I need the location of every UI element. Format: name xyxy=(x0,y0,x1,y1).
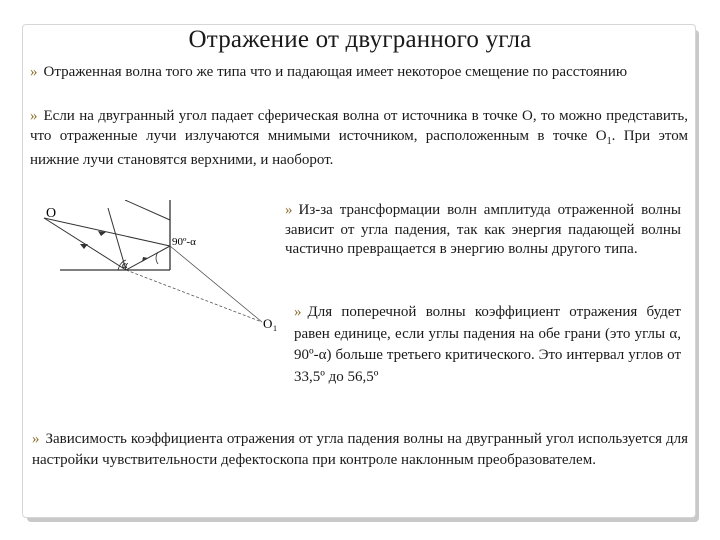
bullet-icon: » xyxy=(294,304,302,320)
paragraph-spherical-wave-text: Если на двугранный угол падает сферическая волна от источника в точке O, то можно представить, что отраженные лучи излучаются мнимыми источником, расположенным в точке O xyxy=(30,108,688,144)
bullet-icon: » xyxy=(32,431,40,447)
image-source-sub: 1 xyxy=(273,324,277,333)
paragraph-dependence-text: Зависимость коэффициента отражения от угла падения волны на двугранный угол используется для настройки чувствительности дефектоскопа при контроле наклонным преобразователем. xyxy=(32,431,688,468)
paragraph-shear-wave-text: Для поперечной волны коэффициент отражения будет равен единице, если углы падения на обе грани (это углы α, 90º-α) больше третьего критического. Это интервал углов от 33,5º до 56,5º xyxy=(294,304,681,385)
image-ray-extension xyxy=(126,270,262,322)
bullet-icon: » xyxy=(30,64,38,80)
paragraph-offset-text: Отраженная волна того же типа что и падающая имеет некоторое смещение по расстоянию xyxy=(43,64,628,80)
angle-90-label: 90º-α xyxy=(172,236,196,248)
image-source-label: O xyxy=(263,316,273,331)
arrow-head-2 xyxy=(80,244,88,249)
bullet-icon: » xyxy=(30,108,38,124)
paragraph-spherical-wave xyxy=(30,107,688,171)
paragraph-spherical-wave-sub: 1 xyxy=(606,135,612,147)
paragraph-offset xyxy=(30,63,688,83)
arrow-head-3 xyxy=(142,257,148,262)
image-ray-extension-2 xyxy=(170,246,262,322)
paragraph-transformation xyxy=(285,201,681,260)
ray-return-1 xyxy=(125,200,170,220)
source-label: O xyxy=(46,206,57,221)
paragraph-shear-wave xyxy=(294,302,681,388)
paragraph-transformation-text: Из-за трансформации волн амплитуда отраженной волны зависит от угла падения, так как энергия падающей волны частично превращается в энергию волны другого типа. xyxy=(285,202,681,257)
slide-title: Отражение от двугранного угла xyxy=(188,26,532,53)
dihedral-angle-diagram xyxy=(30,200,290,340)
paragraph-dependence xyxy=(32,429,688,471)
angle-alpha-label: α xyxy=(122,259,128,271)
bullet-icon: » xyxy=(285,202,293,218)
incident-ray-upper xyxy=(44,218,170,246)
paragraph-spherical-wave-tail: . При этом нижние лучи становятся верхними, и наоборот. xyxy=(30,127,688,168)
